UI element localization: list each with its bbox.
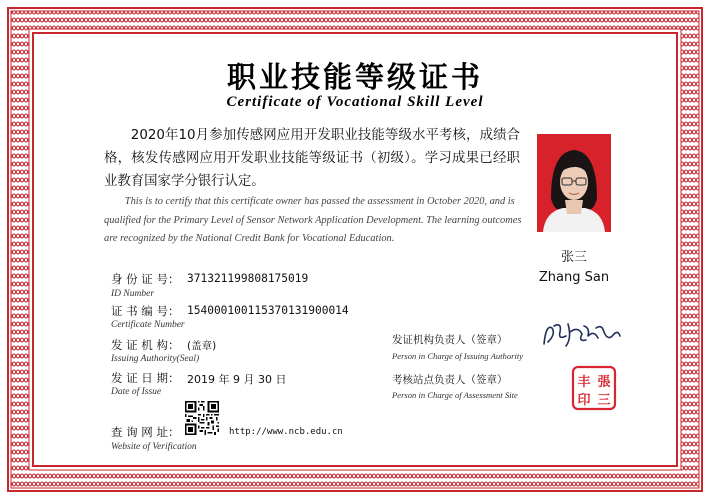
certificate-number-value: 154000100115370131900014 [187, 304, 349, 317]
qr-code-icon [185, 401, 219, 435]
id-number-value: 371321199808175019 [187, 272, 309, 285]
svg-text:印: 印 [577, 393, 591, 408]
verification-website-link[interactable]: http://www.ncb.edu.cn [229, 427, 343, 437]
issuer-signature [538, 318, 624, 354]
certificate-number-label-english: Certificate Number [111, 320, 185, 330]
issuing-authority-label-english: Issuing Authority(Seal) [111, 354, 200, 364]
certificate-subtitle: Certificate of Vocational Skill Level [226, 94, 484, 110]
holder-name-chinese: 张三 [560, 250, 587, 265]
issuing-authority-label: 发 证 机 构： [111, 338, 180, 352]
svg-text:三: 三 [597, 393, 611, 408]
certificate-body-chinese: 2020年10月参加传感网应用开发职业技能等级水平考核，成绩合格，核发传感网应用开发职业技能等级证书（初级）。学习成果已经职业教育国家学分银行认定。 [104, 128, 520, 189]
assessment-site-signatory-label-english: Person in Charge of Assessment Site [392, 390, 518, 400]
certificate-body-english: This is to certify that this certificate owner has passed the assessment in October 2020, and is qualified for the Primary Level of Sensor Network Application Development. The learning outcomes are recognized by the National Credit Bank for Vocational Education. [104, 196, 522, 244]
issuing-authority-value: (盖章) [187, 340, 217, 352]
svg-text:丰: 丰 [577, 375, 591, 390]
issue-date-value: 2019 年 9 月 30 日 [187, 373, 287, 386]
holder-name-english: Zhang San [538, 270, 610, 285]
id-number-label-english: ID Number [111, 289, 155, 299]
issuer-signatory-label: 发证机构负责人（签章） [392, 334, 508, 346]
id-number-label: 身 份 证 号： [111, 272, 180, 286]
svg-text:張: 張 [597, 375, 611, 390]
issue-date-label: 发 证 日 期： [111, 371, 180, 385]
verification-website-label-english: Website of Verification [111, 442, 197, 452]
issue-date-label-english: Date of Issue [111, 387, 162, 397]
issuer-signatory-label-english: Person in Charge of Issuing Authority [392, 351, 524, 361]
verification-website-label: 查 询 网 址： [111, 425, 180, 439]
personal-seal-stamp [570, 364, 618, 412]
holder-photo [537, 134, 611, 232]
certificate-title: 职业技能等级证书 [226, 60, 483, 94]
assessment-site-signatory-label: 考核站点负责人（签章） [392, 374, 508, 386]
certificate-number-label: 证 书 编 号： [111, 304, 180, 318]
